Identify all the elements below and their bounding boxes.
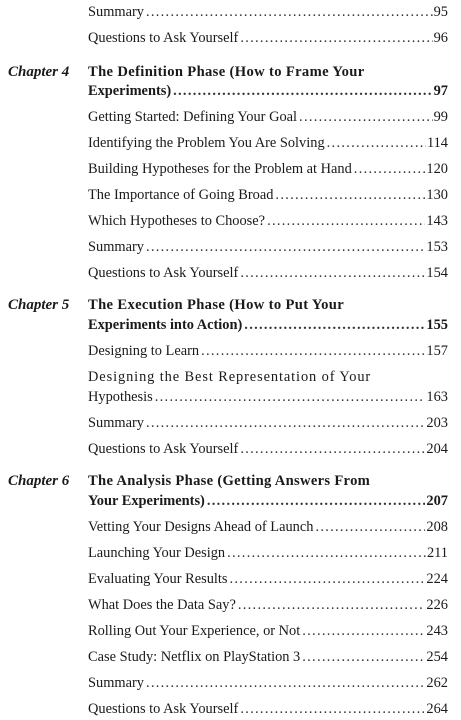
- chapter-title-entry[interactable]: [88, 316, 448, 334]
- toc-entry[interactable]: [88, 622, 448, 640]
- toc-page-number: 204: [426, 441, 448, 457]
- chapter-title-line1[interactable]: The Definition Phase (How to Frame Your: [88, 64, 365, 80]
- chapter-title-entry[interactable]: [88, 82, 448, 100]
- toc-entry[interactable]: [88, 160, 448, 178]
- chapter-title-line2: Your Experiments): [88, 493, 205, 509]
- dot-leader: [146, 414, 425, 432]
- toc-entry-label: Building Hypotheses for the Problem at Hand: [88, 161, 352, 177]
- toc-page-number: 153: [426, 239, 448, 255]
- toc-page-number: 99: [433, 109, 448, 125]
- dot-leader: [227, 544, 426, 562]
- toc-entry[interactable]: [88, 186, 448, 204]
- toc-entry-label: Questions to Ask Yourself: [88, 30, 239, 46]
- toc-page-number: 203: [426, 415, 448, 431]
- toc-page-number: 120: [426, 161, 448, 177]
- dot-leader: [327, 134, 426, 152]
- toc-entry[interactable]: [88, 212, 448, 230]
- chapter-label: Chapter 5: [8, 297, 70, 313]
- dot-leader: [207, 492, 426, 510]
- toc-entry[interactable]: [88, 388, 448, 406]
- dot-leader: [201, 342, 425, 360]
- toc-entry-label: Summary: [88, 675, 144, 691]
- chapter-title-line2: Experiments): [88, 83, 172, 99]
- dot-leader: [302, 648, 425, 666]
- toc-page-number: 155: [426, 317, 448, 333]
- dot-leader: [299, 108, 433, 126]
- toc-page-number: 130: [426, 187, 448, 203]
- toc-page-number: 154: [426, 265, 448, 281]
- toc-page-number: 97: [433, 83, 448, 99]
- toc-page-number: 243: [426, 623, 448, 639]
- toc-page-number: 262: [426, 675, 448, 691]
- dot-leader: [155, 388, 426, 406]
- toc-entry[interactable]: [88, 674, 448, 692]
- toc-entry-label: Evaluating Your Results: [88, 571, 228, 587]
- chapter-label: Chapter 6: [8, 473, 70, 489]
- toc-entry[interactable]: [88, 238, 448, 256]
- toc-page-number: 95: [433, 4, 448, 20]
- toc-entry-label: Designing to Learn: [88, 343, 200, 359]
- toc-entry-label: Launching Your Design: [88, 545, 226, 561]
- dot-leader: [240, 700, 425, 718]
- toc-entry[interactable]: [88, 134, 448, 152]
- toc-entry-label: Questions to Ask Yourself: [88, 441, 239, 457]
- dot-leader: [240, 29, 432, 47]
- toc-page-number: 143: [426, 213, 448, 229]
- chapter-title-line1[interactable]: The Analysis Phase (Getting Answers From: [88, 473, 371, 489]
- toc-entry-label: Case Study: Netflix on PlayStation 3: [88, 649, 301, 665]
- dot-leader: [275, 186, 425, 204]
- toc-entry[interactable]: [88, 596, 448, 614]
- toc-entry[interactable]: [88, 648, 448, 666]
- chapter-title-line1[interactable]: The Execution Phase (How to Put Your: [88, 297, 345, 313]
- toc-entry-line1[interactable]: [88, 368, 448, 386]
- toc-page-number: 157: [426, 343, 448, 359]
- toc-entry-label: Vetting Your Designs Ahead of Launch: [88, 519, 314, 535]
- dot-leader: [230, 570, 426, 588]
- toc-entry[interactable]: [88, 3, 448, 21]
- toc-entry[interactable]: [88, 414, 448, 432]
- toc-entry-label: Hypothesis: [88, 389, 153, 405]
- dot-leader: [267, 212, 425, 230]
- dot-leader: [146, 238, 425, 256]
- toc-entry-label: Questions to Ask Yourself: [88, 265, 239, 281]
- toc-entry[interactable]: [88, 700, 448, 718]
- dot-leader: [238, 596, 426, 614]
- toc-entry-label: Rolling Out Your Experience, or Not: [88, 623, 301, 639]
- toc-entry[interactable]: [88, 518, 448, 536]
- toc-entry[interactable]: [88, 570, 448, 588]
- toc-entry-label: Getting Started: Defining Your Goal: [88, 109, 298, 125]
- chapter-title-entry[interactable]: [88, 492, 448, 510]
- toc-entry-label: Identifying the Problem You Are Solving: [88, 135, 325, 151]
- toc-page-number: 114: [426, 135, 448, 151]
- toc-entry[interactable]: [88, 108, 448, 126]
- toc-entry[interactable]: [88, 264, 448, 282]
- toc-page-number: 163: [426, 389, 448, 405]
- dot-leader: [240, 440, 425, 458]
- toc-page-number: 211: [426, 545, 448, 561]
- dot-leader: [244, 316, 425, 334]
- dot-leader: [146, 674, 425, 692]
- toc-entry-label: Which Hypotheses to Choose?: [88, 213, 266, 229]
- dot-leader: [302, 622, 425, 640]
- toc-page-number: 208: [426, 519, 448, 535]
- toc-entry[interactable]: [88, 544, 448, 562]
- chapter-title-line2: Experiments into Action): [88, 317, 243, 333]
- toc-entry-label: Summary: [88, 415, 144, 431]
- dot-leader: [240, 264, 425, 282]
- toc-entry-label: What Does the Data Say?: [88, 597, 236, 613]
- toc-entry-label: Summary: [88, 239, 144, 255]
- toc-page-number: 207: [426, 493, 448, 509]
- toc-entry-label: Designing the Best Representation of Your: [88, 369, 372, 385]
- toc-page-number: 226: [426, 597, 448, 613]
- dot-leader: [354, 160, 426, 178]
- toc-page-number: 224: [426, 571, 448, 587]
- toc-entry[interactable]: [88, 29, 448, 47]
- toc-entry-label: The Importance of Going Broad: [88, 187, 274, 203]
- toc-page-number: 96: [433, 30, 448, 46]
- dot-leader: [315, 518, 425, 536]
- toc-page-number: 254: [426, 649, 448, 665]
- toc-page-number: 264: [426, 701, 448, 717]
- toc-entry-label: Summary: [88, 4, 144, 20]
- toc-entry-label: Questions to Ask Yourself: [88, 701, 239, 717]
- dot-leader: [146, 3, 433, 21]
- toc-entry[interactable]: [88, 440, 448, 458]
- chapter-label: Chapter 4: [8, 64, 70, 80]
- dot-leader: [173, 82, 432, 100]
- toc-entry[interactable]: [88, 342, 448, 360]
